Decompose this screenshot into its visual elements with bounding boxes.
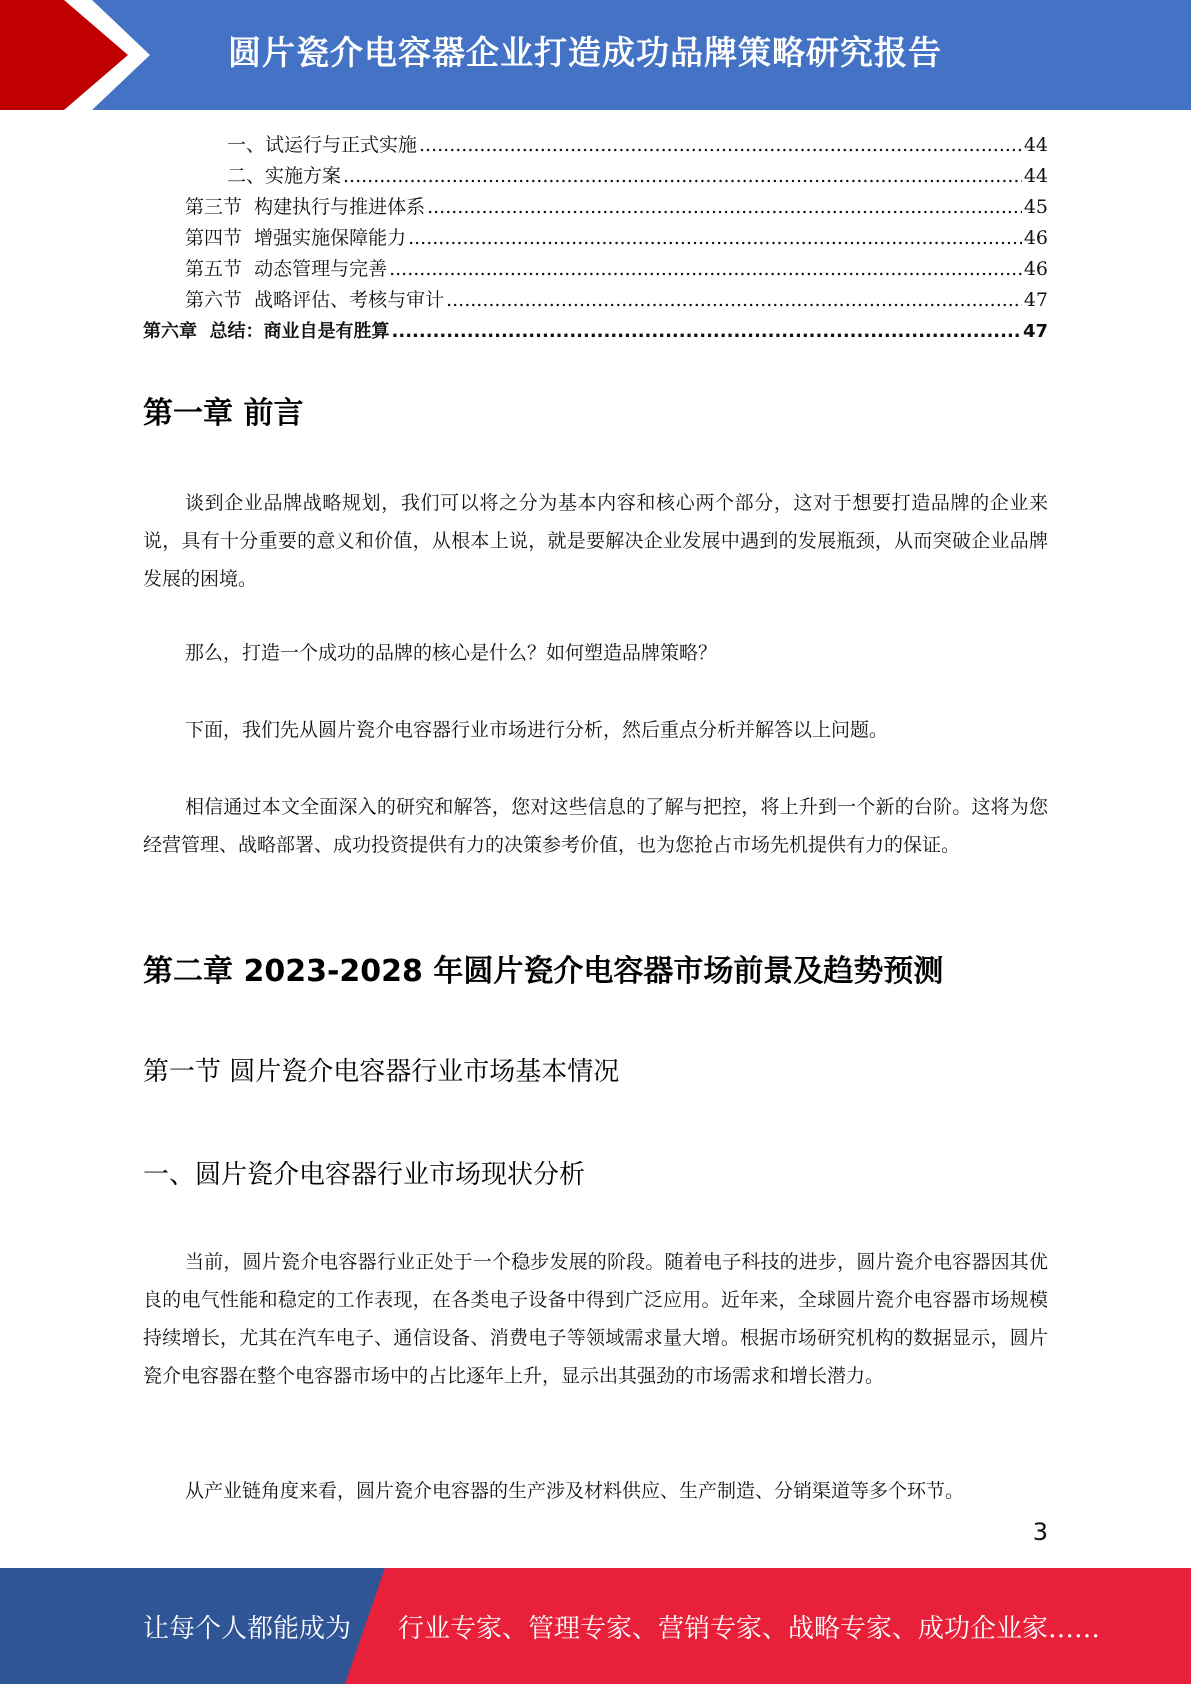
toc-entry[interactable]: [143, 161, 1048, 192]
report-title: 圆片瓷介电容器企业打造成功品牌策略研究报告: [228, 33, 942, 72]
toc-page-number: 45: [1023, 196, 1048, 218]
toc-dot-leader: [408, 223, 1022, 254]
subsection-heading: 一、圆片瓷介电容器行业市场现状分析: [143, 1160, 586, 1190]
paragraph: 当前，圆片瓷介电容器行业正处于一个稳步发展的阶段。随着电子科技的进步，圆片瓷介电容器因其优良的电气性能和稳定的工作表现，在各类电子设备中得到广泛应用。近年来，全球圆片瓷介电容器市场规模持续增长，尤其在汽车电子、通信设备、消费电子等领域需求量大增。根据市场研究机构的数据显示，圆片瓷介电容器在整个电容器市场中的占比逐年上升，显示出其强劲的市场需求和增长潜力。: [143, 1251, 1048, 1387]
toc-dot-leader: [419, 130, 1022, 161]
chapter-2-heading: 第二章 2023-2028 年圆片瓷介电容器市场前景及趋势预测: [143, 954, 944, 989]
toc-page-number: 46: [1023, 258, 1048, 280]
toc-entry[interactable]: [143, 285, 1048, 316]
toc-entry-title: 第三节 构建执行与推进体系: [185, 196, 426, 218]
section-heading: 第一节 圆片瓷介电容器行业市场基本情况: [143, 1057, 620, 1087]
toc-entry[interactable]: [143, 254, 1048, 285]
paragraph: 从产业链角度来看，圆片瓷介电容器的生产涉及材料供应、生产制造、分销渠道等多个环节。: [185, 1480, 965, 1502]
toc-page-number: 44: [1023, 134, 1048, 156]
toc-dot-leader: [427, 192, 1022, 223]
toc-entry-title: 二、实施方案: [227, 165, 342, 187]
toc-entry[interactable]: [143, 316, 1048, 347]
toc-entry-title: 一、试运行与正式实施: [227, 134, 418, 156]
paragraph: 那么，打造一个成功的品牌的核心是什么？如何塑造品牌策略？: [185, 642, 718, 664]
toc-page-number: 47: [1023, 289, 1048, 311]
toc-entry[interactable]: [143, 130, 1048, 161]
toc-dot-leader: [392, 316, 1021, 347]
page-footer: [0, 1568, 1191, 1684]
table-of-contents: [143, 130, 1048, 347]
toc-entry[interactable]: [143, 223, 1048, 254]
toc-entry-title: 第六章 总结：商业自是有胜算: [143, 321, 390, 342]
footer-slogan-right: 行业专家、管理专家、营销专家、战略专家、成功企业家……: [398, 1614, 1101, 1644]
toc-dot-leader: [343, 161, 1022, 192]
toc-entry-title: 第四节 增强实施保障能力: [185, 227, 407, 249]
footer-slogan-left: 让每个人都能成为: [143, 1614, 352, 1644]
toc-page-number: 47: [1022, 321, 1048, 342]
paragraph: 谈到企业品牌战略规划，我们可以将之分为基本内容和核心两个部分，这对于想要打造品牌的企业来说，具有十分重要的意义和价值，从根本上说，就是要解决企业发展中遇到的发展瓶颈，从而突破企业品牌发展的困境。: [143, 492, 1048, 590]
chapter-1-heading: 第一章 前言: [143, 396, 304, 431]
page-number: 3: [1032, 1518, 1048, 1546]
page-header: [0, 0, 1191, 110]
toc-entry-title: 第六节 战略评估、考核与审计: [185, 289, 445, 311]
toc-page-number: 46: [1023, 227, 1048, 249]
toc-page-number: 44: [1023, 165, 1048, 187]
toc-dot-leader: [446, 285, 1022, 316]
paragraph: 相信通过本文全面深入的研究和解答，您对这些信息的了解与把控，将上升到一个新的台阶。这将为您经营管理、战略部署、成功投资提供有力的决策参考价值，也为您抢占市场先机提供有力的保证。: [143, 796, 1048, 856]
toc-entry-title: 第五节 动态管理与完善: [185, 258, 388, 280]
toc-entry[interactable]: [143, 192, 1048, 223]
toc-dot-leader: [389, 254, 1022, 285]
red-arrow-icon: [0, 0, 160, 110]
paragraph: 下面，我们先从圆片瓷介电容器行业市场进行分析，然后重点分析并解答以上问题。: [185, 719, 889, 741]
